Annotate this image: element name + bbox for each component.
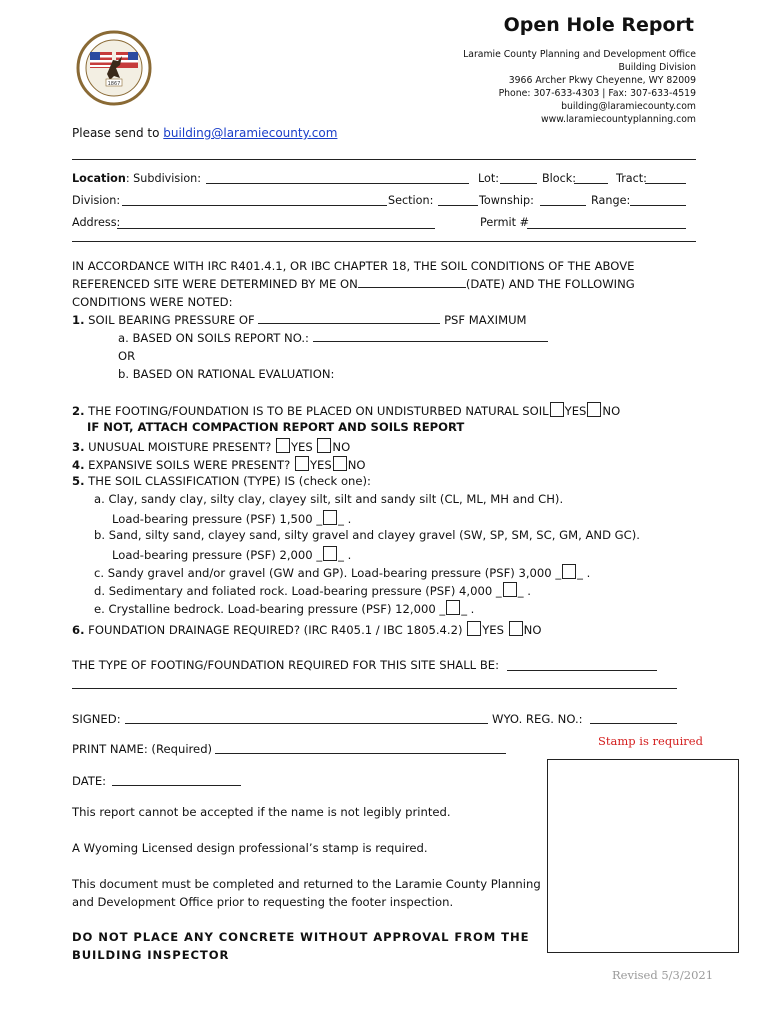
item-3-no-checkbox[interactable]: [317, 438, 331, 453]
footing-type-label: THE TYPE OF FOOTING/FOUNDATION REQUIRED FOR THIS SITE SHALL BE:: [72, 658, 500, 672]
wyo-reg-label: WYO. REG. NO.:: [492, 712, 583, 726]
item-5d: d. Sedimentary and foliated rock. Load-bearing pressure (PSF) 4,000 _ _ .: [94, 584, 531, 598]
item-5a-load: Load-bearing pressure (PSF) 1,500 _ _ .: [112, 512, 352, 526]
item-4: 4. EXPANSIVE SOILS WERE PRESENT? YES NO: [72, 458, 366, 472]
item-2-no-checkbox[interactable]: [587, 402, 601, 417]
item-1-or: OR: [118, 349, 136, 363]
lot-label: Lot:: [478, 172, 500, 185]
item-5e: e. Crystalline bedrock. Load-bearing pressure (PSF) 12,000 _ _ .: [94, 602, 475, 616]
note-legible: This report cannot be accepted if the name is not legibly printed.: [72, 805, 451, 819]
office-phone: Phone: 307-633-4303 | Fax: 307-633-4519: [498, 88, 696, 99]
item-1b: b. BASED ON RATIONAL EVALUATION:: [118, 367, 335, 381]
division-field[interactable]: [122, 205, 387, 206]
item-1a: a. BASED ON SOILS REPORT NO.:: [118, 331, 548, 345]
note-return-1: This document must be completed and returned to the Laramie County Planning: [72, 877, 541, 891]
signed-label: SIGNED:: [72, 712, 121, 726]
footing-type-field-line-2[interactable]: [72, 688, 677, 689]
statement-line-1: IN ACCORDANCE WITH IRC R401.4.1, OR IBC CHAPTER 18, THE SOIL CONDITIONS OF THE ABOVE: [72, 259, 635, 273]
address-field[interactable]: [117, 228, 435, 229]
wyo-reg-field[interactable]: [590, 723, 677, 724]
soil-bearing-field[interactable]: [258, 313, 440, 324]
permit-field[interactable]: [527, 228, 686, 229]
range-label: Range:: [591, 194, 631, 207]
page-title: Open Hole Report: [503, 14, 694, 36]
item-5a: a. Clay, sandy clay, silty clay, clayey silt, silt and sandy silt (CL, ML, MH and CH).: [94, 492, 564, 506]
county-seal-logo: [76, 30, 152, 106]
revision-date: Revised 5/3/2021: [612, 968, 714, 982]
item-2: 2. THE FOOTING/FOUNDATION IS TO BE PLACED ON UNDISTURBED NATURAL SOIL YES NO: [72, 404, 621, 418]
item-4-yes-checkbox[interactable]: [295, 456, 309, 471]
send-prefix: Please send to: [72, 126, 164, 140]
item-6-yes-checkbox[interactable]: [467, 621, 481, 636]
warning-line-1: DO NOT PLACE ANY CONCRETE WITHOUT APPROVAL FROM THE: [72, 930, 530, 944]
print-name-label: PRINT NAME: (Required): [72, 742, 213, 756]
item-1: 1. SOIL BEARING PRESSURE OF PSF MAXIMUM: [72, 313, 527, 327]
send-instruction: [72, 126, 337, 140]
item-6-no-checkbox[interactable]: [509, 621, 523, 636]
office-website: www.laramiecountyplanning.com: [541, 114, 696, 125]
item-5c-checkbox[interactable]: [562, 564, 576, 579]
lot-field[interactable]: [500, 183, 537, 184]
date-determined-field[interactable]: [358, 277, 466, 288]
print-name-field[interactable]: [215, 753, 506, 754]
item-6: 6. FOUNDATION DRAINAGE REQUIRED? (IRC R405.1 / IBC 1805.4.2) YES NO: [72, 623, 542, 637]
range-field[interactable]: [630, 205, 686, 206]
email-link[interactable]: building@laramiecounty.com: [163, 126, 338, 140]
section-field[interactable]: [438, 205, 478, 206]
item-2-note: IF NOT, ATTACH COMPACTION REPORT AND SOILS REPORT: [87, 420, 465, 434]
block-label: Block:: [542, 172, 577, 185]
statement-line-3: CONDITIONS WERE NOTED:: [72, 295, 233, 309]
soils-report-field[interactable]: [313, 331, 548, 342]
item-3-yes-checkbox[interactable]: [276, 438, 290, 453]
warning-line-2: BUILDING INSPECTOR: [72, 948, 230, 962]
item-5e-checkbox[interactable]: [446, 600, 460, 615]
permit-label: Permit #: [480, 216, 529, 229]
seal-year: 1867: [107, 81, 121, 87]
date-label: DATE:: [72, 774, 107, 788]
section-label: Section:: [388, 194, 434, 207]
item-5: 5. THE SOIL CLASSIFICATION (TYPE) IS (check one):: [72, 474, 371, 488]
township-field[interactable]: [540, 205, 586, 206]
item-5c: c. Sandy gravel and/or gravel (GW and GP). Load-bearing pressure (PSF) 3,000 _ _ .: [94, 566, 591, 580]
divider: [72, 241, 696, 242]
stamp-box[interactable]: [547, 759, 739, 953]
statement-line-2: REFERENCED SITE WERE DETERMINED BY ME ON (DATE) AND THE FOLLOWING: [72, 277, 635, 291]
note-return-2: and Development Office prior to requesting the footer inspection.: [72, 895, 454, 909]
signature-field[interactable]: [125, 723, 488, 724]
item-5b-checkbox[interactable]: [323, 546, 337, 561]
office-email: building@laramiecounty.com: [561, 101, 696, 112]
tract-field[interactable]: [645, 183, 686, 184]
item-3: 3. UNUSUAL MOISTURE PRESENT? YES NO: [72, 440, 351, 454]
item-5b: b. Sand, silty sand, clayey sand, silty gravel and clayey gravel (SW, SP, SM, SC, GM, AND GC).: [94, 528, 640, 542]
stamp-required-label: Stamp is required: [598, 734, 703, 748]
division-label: Division:: [72, 194, 121, 207]
divider: [72, 159, 696, 160]
office-name: Laramie County Planning and Development Office: [463, 49, 696, 60]
item-5a-checkbox[interactable]: [323, 510, 337, 525]
item-2-yes-checkbox[interactable]: [550, 402, 564, 417]
item-5d-checkbox[interactable]: [503, 582, 517, 597]
date-field[interactable]: [112, 785, 241, 786]
township-label: Township:: [479, 194, 534, 207]
note-stamp: A Wyoming Licensed design professional’s stamp is required.: [72, 841, 428, 855]
office-division: Building Division: [618, 62, 696, 73]
footing-type-field[interactable]: [507, 670, 657, 671]
location-label: Location: Subdivision:: [72, 172, 202, 185]
subdivision-field[interactable]: [206, 183, 469, 184]
address-label: Address:: [72, 216, 121, 229]
tract-label: Tract:: [616, 172, 647, 185]
office-address: 3966 Archer Pkwy Cheyenne, WY 82009: [508, 75, 696, 86]
item-5b-load: Load-bearing pressure (PSF) 2,000 _ _ .: [112, 548, 352, 562]
block-field[interactable]: [574, 183, 608, 184]
item-4-no-checkbox[interactable]: [333, 456, 347, 471]
